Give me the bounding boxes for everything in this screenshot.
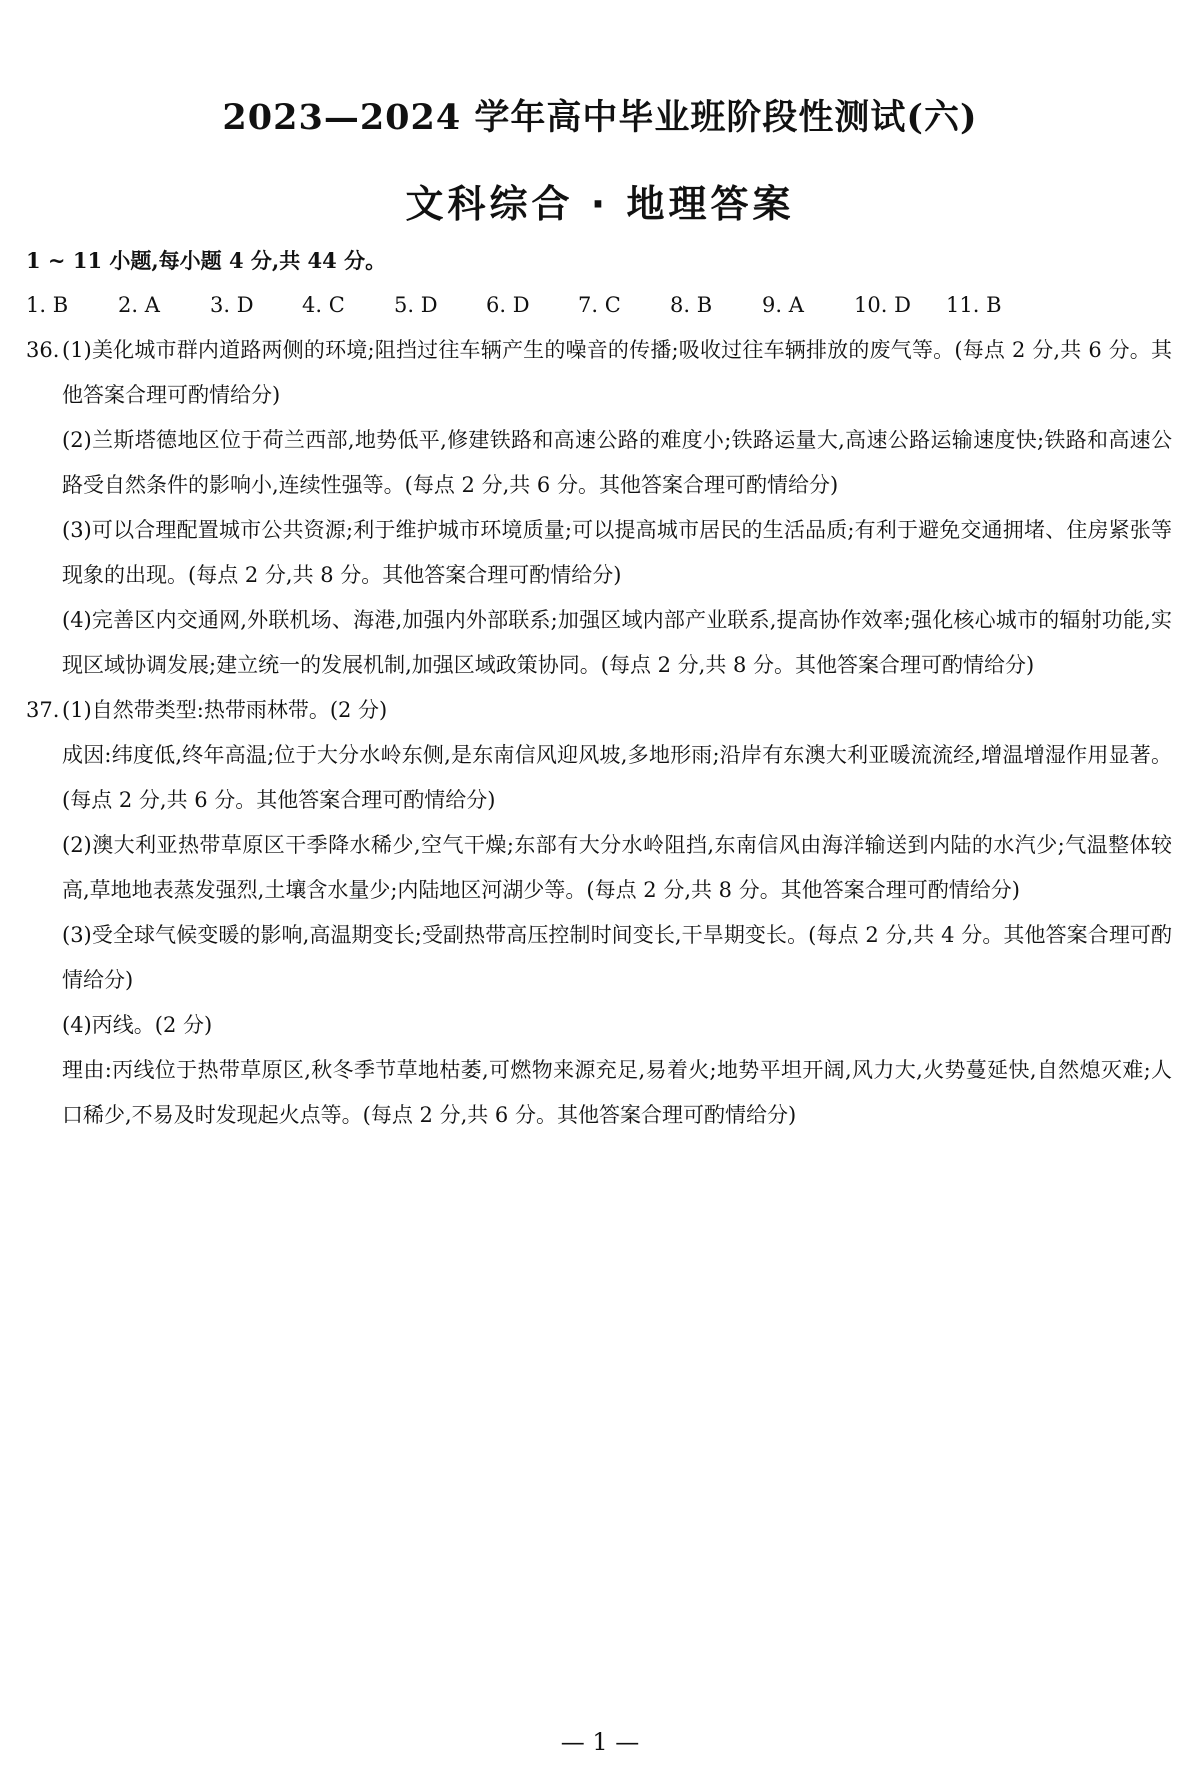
question-number: 36. — [26, 338, 60, 362]
mc-answer: 2. A — [118, 293, 160, 317]
mc-answer: 1. B — [26, 293, 69, 317]
mc-answer: 6. D — [486, 293, 530, 317]
question-37 — [26, 688, 1176, 1138]
page-subtitle: 文科综合 · 地理答案 — [405, 182, 795, 226]
mc-answer: 8. B — [670, 293, 713, 317]
answer-paragraph: 理由:丙线位于热带草原区,秋冬季节草地枯萎,可燃物来源充足,易着火;地势平坦开阔,风力大,火势蔓延快,自然熄灭难;人口稀少,不易及时发现起火点等。(每点 2 分,共 6 分。其他答案合理可酌情给分) — [62, 1058, 1172, 1127]
answer-paragraph: (3)受全球气候变暖的影响,高温期变长;受副热带高压控制时间变长,干旱期变长。(每点 2 分,共 4 分。其他答案合理可酌情给分) — [62, 923, 1172, 992]
page-number: — 1 — — [560, 1728, 640, 1756]
question-36 — [26, 328, 1176, 688]
answer-paragraph: (1)自然带类型:热带雨林带。(2 分) — [62, 698, 388, 722]
answer-paragraph: (4)完善区内交通网,外联机场、海港,加强内外部联系;加强区域内部产业联系,提高协作效率;强化核心城市的辐射功能,实现区域协调发展;建立统一的发展机制,加强区域政策协同。(每点 2 分,共 8 分。其他答案合理可酌情给分) — [62, 608, 1172, 677]
answer-paragraph: (4)丙线。(2 分) — [62, 1013, 213, 1037]
mc-answer: 9. A — [762, 293, 804, 317]
mc-answer: 3. D — [210, 293, 254, 317]
mc-answer: 10. D — [854, 293, 911, 317]
answer-paragraph: (1)美化城市群内道路两侧的环境;阻挡过往车辆产生的噪音的传播;吸收过往车辆排放的废气等。(每点 2 分,共 6 分。其他答案合理可酌情给分) — [62, 338, 1172, 407]
multiple-choice-answers — [26, 283, 1176, 328]
answer-paragraph: 成因:纬度低,终年高温;位于大分水岭东侧,是东南信风迎风坡,多地形雨;沿岸有东澳大利亚暖流流经,增温增湿作用显著。(每点 2 分,共 6 分。其他答案合理可酌情给分) — [62, 743, 1172, 812]
mc-answer: 4. C — [302, 293, 345, 317]
question-body — [62, 328, 1172, 688]
question-body — [62, 688, 1172, 1138]
question-number: 37. — [26, 698, 60, 722]
answer-paragraph: (2)兰斯塔德地区位于荷兰西部,地势低平,修建铁路和高速公路的难度小;铁路运量大,高速公路运输速度快;铁路和高速公路受自然条件的影响小,连续性强等。(每点 2 分,共 6 分。其他答案合理可酌情给分) — [62, 428, 1172, 497]
section-intro: 1 ~ 11 小题,每小题 4 分,共 44 分。 — [26, 248, 387, 273]
mc-answer: 11. B — [946, 293, 1002, 317]
mc-answer: 7. C — [578, 293, 621, 317]
mc-answer: 5. D — [394, 293, 438, 317]
page-title: 2023—2024 学年高中毕业班阶段性测试(六) — [222, 97, 978, 138]
answer-paragraph: (2)澳大利亚热带草原区干季降水稀少,空气干燥;东部有大分水岭阻挡,东南信风由海洋输送到内陆的水汽少;气温整体较高,草地地表蒸发强烈,土壤含水量少;内陆地区河湖少等。(每点 2 分,共 8 分。其他答案合理可酌情给分) — [62, 833, 1172, 902]
answer-content — [26, 238, 1176, 1138]
answer-paragraph: (3)可以合理配置城市公共资源;利于维护城市环境质量;可以提高城市居民的生活品质;有利于避免交通拥堵、住房紧张等现象的出现。(每点 2 分,共 8 分。其他答案合理可酌情给分) — [62, 518, 1172, 587]
